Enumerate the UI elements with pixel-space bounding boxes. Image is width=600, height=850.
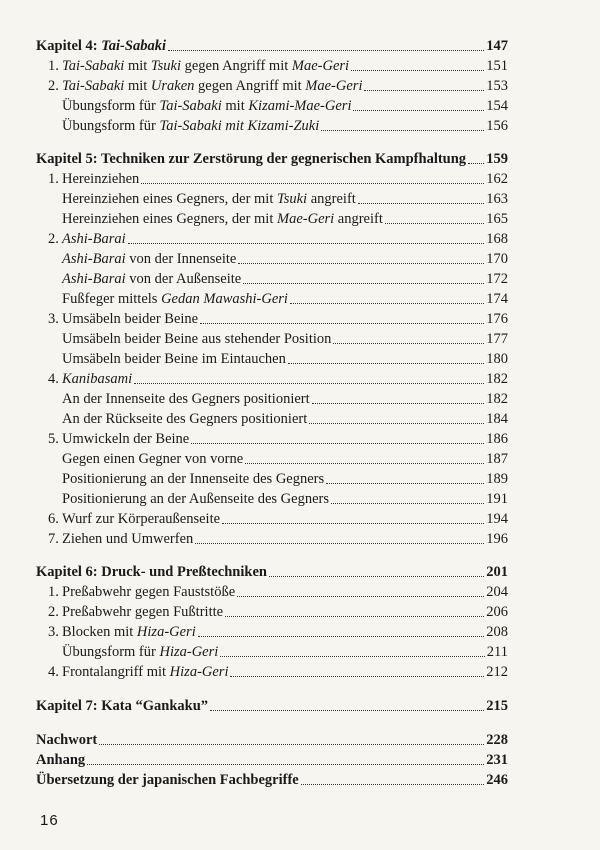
toc-dot-leader [210,710,484,711]
toc-dot-leader [288,363,484,364]
toc-page-number: 201 [486,564,508,580]
toc-dot-leader [237,596,484,597]
toc-entry-title: Ashi-Barai von der Innenseite [62,251,237,267]
toc-entry-title: Kapitel 6: Druck- und Preßtechniken [36,564,267,580]
toc-entry-title: Ashi-Barai von der Außenseite [62,271,242,287]
toc-entry [0,229,600,249]
toc-entry-title: Kapitel 5: Techniken zur Zerstörung der gegnerischen Kampfhaltung [36,151,467,167]
toc-entry [0,529,600,549]
toc-page-number: 172 [486,271,508,287]
toc-page-number: 159 [486,151,508,167]
toc-page-number: 182 [486,371,508,387]
toc-page-number: 228 [486,732,508,748]
toc-entry [0,429,600,449]
toc-entry [0,349,600,369]
toc-entry-title: Umsäbeln beider Beine [62,311,199,327]
toc-entry-title: Übersetzung der japanischen Fachbegriffe [36,772,299,788]
toc-dot-leader [364,90,484,91]
toc-dot-leader [353,110,484,111]
toc-dot-leader [301,784,484,785]
toc-entry [0,662,600,682]
toc-page-number: 186 [486,431,508,447]
toc-dot-leader [225,616,484,617]
toc-entry [0,76,600,96]
toc-entry-title: Kapitel 7: Kata “Gankaku” [36,698,209,714]
toc-page-number: 208 [486,624,508,640]
toc-entry-title: Blocken mit Hiza-Geri [62,624,196,640]
toc-dot-leader [141,183,484,184]
toc-dot-leader [290,303,484,304]
toc-page-number: 246 [486,772,508,788]
toc-entry [0,582,600,602]
toc-dot-leader [195,543,484,544]
toc-dot-leader [134,383,484,384]
toc-page-number: 231 [486,752,508,768]
toc-entry-number: 3. [48,311,59,327]
toc-dot-leader [200,323,484,324]
toc-chapter-entry [0,562,600,582]
toc-dot-leader [385,223,484,224]
toc-dot-leader [309,423,484,424]
toc-entry-number: 1. [48,584,59,600]
toc-entry-title: Hereinziehen eines Gegners, der mit Tsuki angreift [62,191,356,207]
toc-dot-leader [351,70,484,71]
toc-entry [0,369,600,389]
toc-dot-leader [358,203,484,204]
toc-page-number: 191 [486,491,508,507]
toc-entry-title: Preßabwehr gegen Fauststöße [62,584,236,600]
toc-entry-title: Hereinziehen eines Gegners, der mit Mae-Geri angreift [62,211,383,227]
toc-dot-leader [87,764,484,765]
toc-entry-title: Umsäbeln beider Beine aus stehender Position [62,331,332,347]
toc-entry-title: Übungsform für Tai-Sabaki mit Kizami-Zuki [62,118,320,134]
toc-page-number: 182 [486,391,508,407]
toc-entry-title: Positionierung an der Außenseite des Gegners [62,491,329,507]
toc-page-number: 180 [486,351,508,367]
toc-entry-number: 4. [48,371,59,387]
page-number: 16 [40,812,59,829]
toc-chapter-entry [0,696,600,716]
toc-entry-number: 1. [48,171,59,187]
toc-entry-number: 3. [48,624,59,640]
toc-dot-leader [191,443,484,444]
toc-entry-number: 5. [48,431,59,447]
toc-entry-title: Ashi-Barai [62,231,126,247]
toc-dot-leader [468,163,484,164]
toc-page-number: 206 [486,604,508,620]
toc-entry [0,489,600,509]
toc-page-number: 170 [486,251,508,267]
toc-page-number: 176 [486,311,508,327]
toc-dot-leader [99,744,484,745]
toc-page-number: 154 [486,98,508,114]
toc-page-number: 162 [486,171,508,187]
toc-dot-leader [331,503,484,504]
toc-entry-number: 2. [48,78,59,94]
toc-entry [0,269,600,289]
toc-dot-leader [312,403,484,404]
toc-entry-title: Umsäbeln beider Beine im Eintauchen [62,351,286,367]
toc-dot-leader [245,463,484,464]
toc-dot-leader [269,576,484,577]
toc-page-number: 212 [486,664,508,680]
toc-dot-leader [230,676,484,677]
toc-entry-title: Tai-Sabaki mit Uraken gegen Angriff mit Mae-Geri [62,78,363,94]
toc-entry-title: Kanibasami [62,371,133,387]
toc-dot-leader [243,283,484,284]
toc-entry-title: Ziehen und Umwerfen [62,531,194,547]
toc-chapter-entry [0,750,600,770]
toc-dot-leader [220,656,485,657]
toc-page-number: 189 [486,471,508,487]
toc-entry [0,249,600,269]
toc-entry-title: Preßabwehr gegen Fußtritte [62,604,224,620]
toc-page-number: 204 [486,584,508,600]
toc-entry-title: An der Rückseite des Gegners positioniert [62,411,308,427]
toc-entry [0,329,600,349]
toc-entry [0,409,600,429]
toc-entry-number: 2. [48,231,59,247]
toc-entry-title: Fußfeger mittels Gedan Mawashi-Geri [62,291,288,307]
toc-page-number: 177 [486,331,508,347]
toc-entry-number: 7. [48,531,59,547]
toc-chapter-entry [0,730,600,750]
toc-entry [0,96,600,116]
toc-entry-title: Übungsform für Hiza-Geri [62,644,219,660]
toc-entry [0,116,600,136]
toc-page-number: 215 [486,698,508,714]
toc-entry-title: Nachwort [36,732,98,748]
toc-entry-title: Hereinziehen [62,171,140,187]
toc-page-number: 156 [486,118,508,134]
toc-entry [0,449,600,469]
toc-dot-leader [168,50,484,51]
toc-dot-leader [222,523,484,524]
toc-entry-title: Wurf zur Körperaußenseite [62,511,221,527]
toc-entry [0,56,600,76]
toc-dot-leader [326,483,484,484]
toc-page-number: 194 [486,511,508,527]
toc-entry-title: Übungsform für Tai-Sabaki mit Kizami-Mae-Geri [62,98,352,114]
toc-dot-leader [333,343,484,344]
toc-page-number: 151 [486,58,508,74]
toc-page-number: 211 [486,644,508,660]
toc-chapter-entry [0,770,600,790]
toc-entry [0,289,600,309]
toc-entry-title: Kapitel 4: Tai-Sabaki [36,38,166,54]
toc-chapter-entry [0,149,600,169]
toc-page-number: 147 [486,38,508,54]
toc-entry [0,189,600,209]
toc-entry-title: Tai-Sabaki mit Tsuki gegen Angriff mit Mae-Geri [62,58,350,74]
toc-entry-number: 2. [48,604,59,620]
toc-entry-title: Positionierung an der Innenseite des Gegners [62,471,325,487]
toc-entry [0,309,600,329]
toc-entry [0,209,600,229]
toc-dot-leader [128,243,484,244]
toc-chapter-entry [0,36,600,56]
toc-entry [0,602,600,622]
toc-entry-number: 4. [48,664,59,680]
toc-page-number: 184 [486,411,508,427]
toc-entry [0,622,600,642]
toc-entry [0,509,600,529]
toc-entry [0,389,600,409]
toc-dot-leader [321,130,484,131]
toc-page-number: 165 [486,211,508,227]
toc-entry-number: 1. [48,58,59,74]
toc-dot-leader [198,636,484,637]
toc-page-number: 163 [486,191,508,207]
toc-page-number: 196 [486,531,508,547]
toc-entry [0,469,600,489]
toc-entry-number: 6. [48,511,59,527]
toc-page-number: 153 [486,78,508,94]
toc-page-number: 168 [486,231,508,247]
toc-entry-title: An der Innenseite des Gegners positioniert [62,391,310,407]
toc-entry-title: Umwickeln der Beine [62,431,190,447]
toc-dot-leader [238,263,484,264]
toc-entry-title: Gegen einen Gegner von vorne [62,451,244,467]
toc-entry [0,642,600,662]
toc-page-number: 174 [486,291,508,307]
toc-entry-title: Anhang [36,752,86,768]
toc-entry-title: Frontalangriff mit Hiza-Geri [62,664,229,680]
toc-page-number: 187 [486,451,508,467]
toc-entry [0,169,600,189]
